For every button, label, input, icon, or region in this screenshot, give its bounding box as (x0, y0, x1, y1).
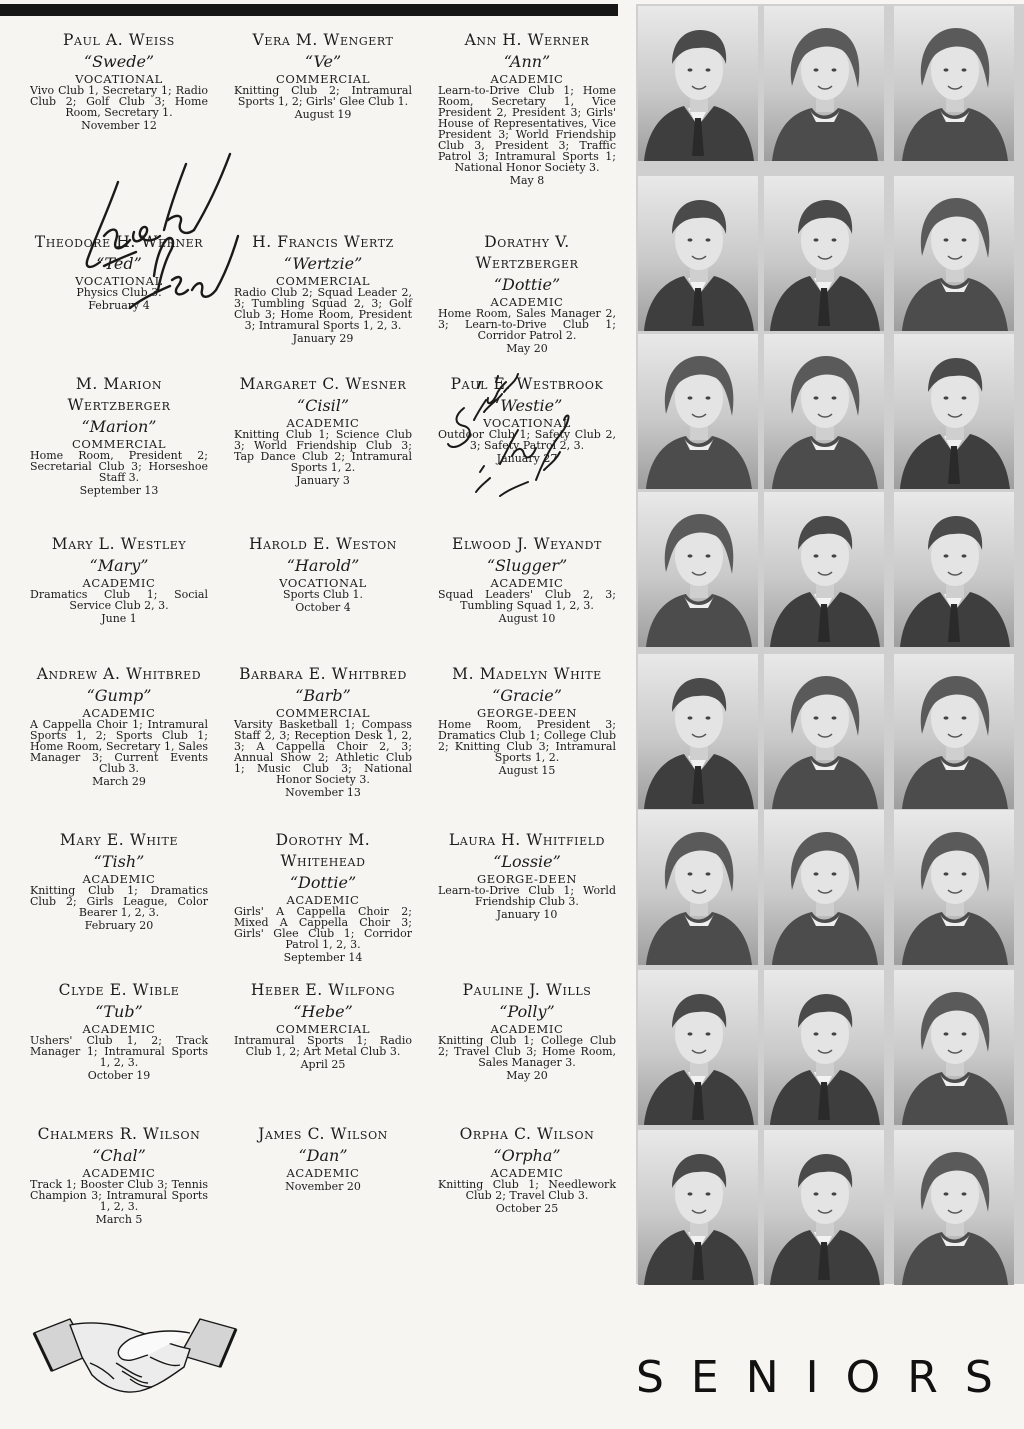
senior-course: GEORGE-DEEN (476, 706, 578, 720)
senior-birthday: January 27 (496, 452, 558, 465)
senior-name: Dorothy M. Whitehead (275, 831, 371, 870)
senior-birthday: January 3 (296, 474, 350, 487)
senior-course: ACADEMIC (82, 576, 156, 590)
senior-course: ACADEMIC (490, 1022, 564, 1036)
senior-nickname: “Gump” (86, 686, 152, 705)
senior-name: Chalmers R. Wilson (37, 1125, 201, 1143)
senior-nickname: “Hebe” (293, 1002, 353, 1021)
senior-nickname: “Gracie” (492, 686, 562, 705)
senior-entry (30, 980, 208, 1083)
senior-course: ACADEMIC (490, 1166, 564, 1180)
senior-name: Paul A. Weiss (63, 31, 175, 49)
senior-birthday: November 20 (285, 1180, 361, 1193)
senior-nickname: “Tish” (93, 852, 145, 871)
senior-entry (234, 374, 412, 488)
senior-portrait (638, 1130, 758, 1285)
senior-activities: Home Room, President 3; Dramatics Club 1; College Club 2; Knitting Club 3; Intramural Sports 1, 2. (438, 718, 616, 764)
senior-birthday: October 25 (495, 1202, 559, 1215)
senior-course: COMMERCIAL (275, 1022, 371, 1036)
senior-entry (438, 534, 616, 626)
senior-name: Orpha C. Wilson (459, 1125, 595, 1143)
senior-birthday: October 19 (87, 1069, 151, 1082)
senior-portrait (638, 492, 758, 647)
senior-nickname: “Marion” (81, 417, 157, 436)
senior-portrait (894, 492, 1014, 647)
photo-panel (636, 4, 1024, 1284)
senior-portrait (638, 6, 758, 161)
senior-activities: Dramatics Club 1; Social Service Club 2, 3. (30, 588, 208, 612)
senior-birthday: September 14 (283, 951, 363, 964)
senior-activities: Radio Club 2; Squad Leader 2, 3; Tumbling Squad 2, 3; Golf Club 3; Home Room, President 3; Intramural Sports 1, 2, 3. (234, 286, 412, 332)
senior-portrait (638, 654, 758, 809)
senior-portrait (638, 334, 758, 489)
senior-birthday: February 20 (84, 919, 154, 932)
senior-birthday: November 12 (81, 119, 157, 132)
senior-portrait (894, 334, 1014, 489)
senior-activities: Knitting Club 1; Dramatics Club 2; Girls League, Color Bearer 1, 2, 3. (30, 884, 208, 919)
senior-course: VOCATIONAL (75, 72, 163, 86)
senior-name: Heber E. Wilfong (250, 981, 396, 999)
senior-course: GEORGE-DEEN (476, 872, 578, 886)
senior-entry (438, 664, 616, 778)
senior-portrait (764, 176, 884, 331)
senior-course: ACADEMIC (490, 576, 564, 590)
senior-course: ACADEMIC (286, 416, 360, 430)
senior-course: ACADEMIC (286, 893, 360, 907)
senior-entry (30, 374, 208, 498)
senior-birthday: August 19 (294, 108, 352, 121)
senior-portrait (764, 492, 884, 647)
senior-entry (234, 830, 412, 965)
senior-course: ACADEMIC (82, 872, 156, 886)
senior-activities: Sports Club 1. (282, 588, 364, 601)
senior-activities: Girls' A Cappella Choir 2; Mixed A Cappella Choir 3; Girls' Glee Club 1; Corridor Patrol 1, 2, 3. (234, 905, 412, 951)
senior-nickname: “Dottie” (493, 275, 561, 294)
senior-birthday: April 25 (300, 1058, 346, 1071)
senior-birthday: August 15 (498, 764, 556, 777)
senior-entry (234, 664, 412, 800)
top-rule (0, 4, 618, 16)
senior-portrait (894, 970, 1014, 1125)
senior-nickname: “Swede” (83, 52, 155, 71)
senior-entry (30, 30, 208, 133)
senior-birthday: March 5 (95, 1213, 143, 1226)
senior-name: H. Francis Wertz (252, 233, 394, 251)
senior-birthday: January 29 (292, 332, 354, 345)
senior-birthday: May 20 (506, 1069, 548, 1082)
senior-entry (234, 1124, 412, 1194)
senior-nickname: “Polly” (499, 1002, 555, 1021)
senior-name: Theodore H. Werner (34, 233, 204, 251)
senior-course: VOCATIONAL (75, 274, 163, 288)
handshake-icon (30, 1305, 240, 1401)
senior-course: COMMERCIAL (275, 72, 371, 86)
senior-name: Paul E. Westbrook (450, 375, 604, 393)
senior-portrait (894, 6, 1014, 161)
senior-birthday: May 8 (509, 174, 545, 187)
senior-course: COMMERCIAL (71, 437, 167, 451)
senior-birthday: August 10 (498, 612, 556, 625)
senior-name: Harold E. Weston (248, 535, 398, 553)
senior-entry (438, 232, 616, 356)
senior-nickname: “Harold” (286, 556, 360, 575)
senior-portrait (638, 176, 758, 331)
senior-portrait (894, 810, 1014, 965)
senior-activities: Physics Club 3. (76, 286, 162, 299)
senior-activities: Knitting Club 1; Science Club 3; World Friendship Club 3; Tap Dance Club 2; Intramural Sports 1, 2. (234, 428, 412, 474)
senior-activities: Knitting Club 1; Needlework Club 2; Travel Club 3. (438, 1178, 616, 1202)
senior-portrait (894, 654, 1014, 809)
senior-activities: Track 1; Booster Club 3; Tennis Champion 3; Intramural Sports 1, 2, 3. (30, 1178, 208, 1213)
senior-nickname: “Dan” (298, 1146, 348, 1165)
senior-entry (30, 1124, 208, 1227)
senior-course: ACADEMIC (490, 295, 564, 309)
senior-name: M. Madelyn White (452, 665, 602, 683)
senior-entry (438, 30, 616, 188)
senior-birthday: February 4 (88, 299, 150, 312)
senior-name: Laura H. Whitfield (448, 831, 606, 849)
senior-course: ACADEMIC (82, 1166, 156, 1180)
senior-nickname: “Slugger” (486, 556, 568, 575)
senior-nickname: “Barb” (295, 686, 351, 705)
senior-name: M. Marion Wertzberger (67, 375, 171, 414)
senior-activities: Home Room, President 2; Secretarial Club 3; Horseshoe Staff 3. (30, 449, 208, 484)
senior-activities: Vivo Club 1, Secretary 1; Radio Club 2; Golf Club 3; Home Room, Secretary 1. (30, 84, 208, 119)
senior-portrait (764, 334, 884, 489)
senior-birthday: October 4 (295, 601, 351, 614)
senior-activities: Varsity Basketball 1; Compass Staff 2, 3; Reception Desk 1, 2, 3; A Cappella Choir 2, 3; Annual Show 2; Athletic Club 1; Music Club 3; National Honor Society 3. (234, 718, 412, 786)
senior-activities: Home Room, Sales Manager 2, 3; Learn-to-Drive Club 1; Corridor Patrol 2. (438, 307, 616, 342)
senior-activities: Ushers' Club 1, 2; Track Manager 1; Intramural Sports 1, 2, 3. (30, 1034, 208, 1069)
senior-name: Mary L. Westley (51, 535, 187, 553)
senior-entry (30, 664, 208, 789)
senior-nickname: “Dottie” (289, 873, 357, 892)
page-title: SENIORS (636, 1352, 1020, 1403)
senior-birthday: March 29 (92, 775, 146, 788)
senior-birthday: September 13 (79, 484, 159, 497)
senior-portrait (894, 1130, 1014, 1285)
senior-portrait (638, 970, 758, 1125)
senior-name: Dorathy V. Wertzberger (475, 233, 579, 272)
senior-activities: A Cappella Choir 1; Intramural Sports 1, 2; Sports Club 1; Home Room, Secretary 1, Sales Manager 3; Current Events Club 3. (30, 718, 208, 775)
senior-entry (438, 374, 616, 466)
senior-birthday: May 20 (506, 342, 548, 355)
senior-nickname: “Cisil” (296, 396, 350, 415)
senior-nickname: “Ve” (304, 52, 342, 71)
senior-name: Vera M. Wengert (252, 31, 394, 49)
senior-name: Barbara E. Whitbred (239, 665, 407, 683)
senior-portrait (764, 810, 884, 965)
senior-name: Clyde E. Wible (58, 981, 180, 999)
senior-course: COMMERCIAL (275, 706, 371, 720)
senior-nickname: “Wertzie” (283, 254, 363, 273)
senior-portrait (638, 810, 758, 965)
senior-portrait (764, 654, 884, 809)
senior-entry (30, 232, 208, 313)
senior-entry (30, 830, 208, 933)
senior-birthday: June 1 (101, 612, 137, 625)
senior-name: Ann H. Werner (464, 31, 590, 49)
senior-activities: Learn-to-Drive Club 1; World Friendship Club 3. (438, 884, 616, 908)
senior-entry (438, 1124, 616, 1216)
senior-name: Mary E. White (59, 831, 179, 849)
senior-entry (438, 830, 616, 922)
senior-course: ACADEMIC (82, 706, 156, 720)
senior-entry (30, 534, 208, 626)
senior-nickname: “Ted” (96, 254, 142, 273)
senior-nickname: “Mary” (89, 556, 149, 575)
senior-activities: Knitting Club 1; College Club 2; Travel Club 3; Home Room, Sales Manager 3. (438, 1034, 616, 1069)
senior-name: Elwood J. Weyandt (452, 535, 602, 553)
senior-nickname: “Chal” (92, 1146, 146, 1165)
senior-portrait (764, 1130, 884, 1285)
senior-nickname: “Orpha” (493, 1146, 561, 1165)
senior-portrait (764, 6, 884, 161)
senior-birthday: January 10 (496, 908, 558, 921)
senior-entry (234, 534, 412, 615)
senior-name: Pauline J. Wills (462, 981, 592, 999)
senior-name: Andrew A. Whitbred (36, 665, 202, 683)
senior-entry (438, 980, 616, 1083)
senior-activities: Learn-to-Drive Club 1; Home Room, Secretary 1, Vice President 2, President 3; Girls' House of Representatives, Vice President 3; World Friendship Club 3, President 3; Traffic Patrol 3; Intramural Sports 1; National Honor Society 3. (438, 84, 616, 174)
senior-birthday: November 13 (285, 786, 361, 799)
senior-nickname: “Ann” (503, 52, 551, 71)
senior-course: ACADEMIC (82, 1022, 156, 1036)
senior-entry (234, 30, 412, 122)
senior-portrait (764, 970, 884, 1125)
senior-nickname: “Westie” (491, 396, 563, 415)
senior-activities: Intramural Sports 1; Radio Club 1, 2; Art Metal Club 3. (234, 1034, 412, 1058)
senior-name: James C. Wilson (258, 1125, 388, 1143)
senior-activities: Knitting Club 2; Intramural Sports 1, 2; Girls' Glee Club 1. (234, 84, 412, 108)
senior-course: VOCATIONAL (279, 576, 367, 590)
senior-course: VOCATIONAL (483, 416, 571, 430)
senior-activities: Squad Leaders' Club 2, 3; Tumbling Squad 1, 2, 3. (438, 588, 616, 612)
senior-course: ACADEMIC (490, 72, 564, 86)
senior-entry (234, 232, 412, 346)
senior-entry (234, 980, 412, 1072)
senior-activities: Outdoor Club 1; Safety Club 2, 3; Safety Patrol 2, 3. (438, 428, 616, 452)
senior-name: Margaret C. Wesner (239, 375, 407, 393)
senior-course: COMMERCIAL (275, 274, 371, 288)
senior-nickname: “Tub” (95, 1002, 143, 1021)
senior-course: ACADEMIC (286, 1166, 360, 1180)
senior-portrait (894, 176, 1014, 331)
senior-nickname: “Lossie” (493, 852, 561, 871)
